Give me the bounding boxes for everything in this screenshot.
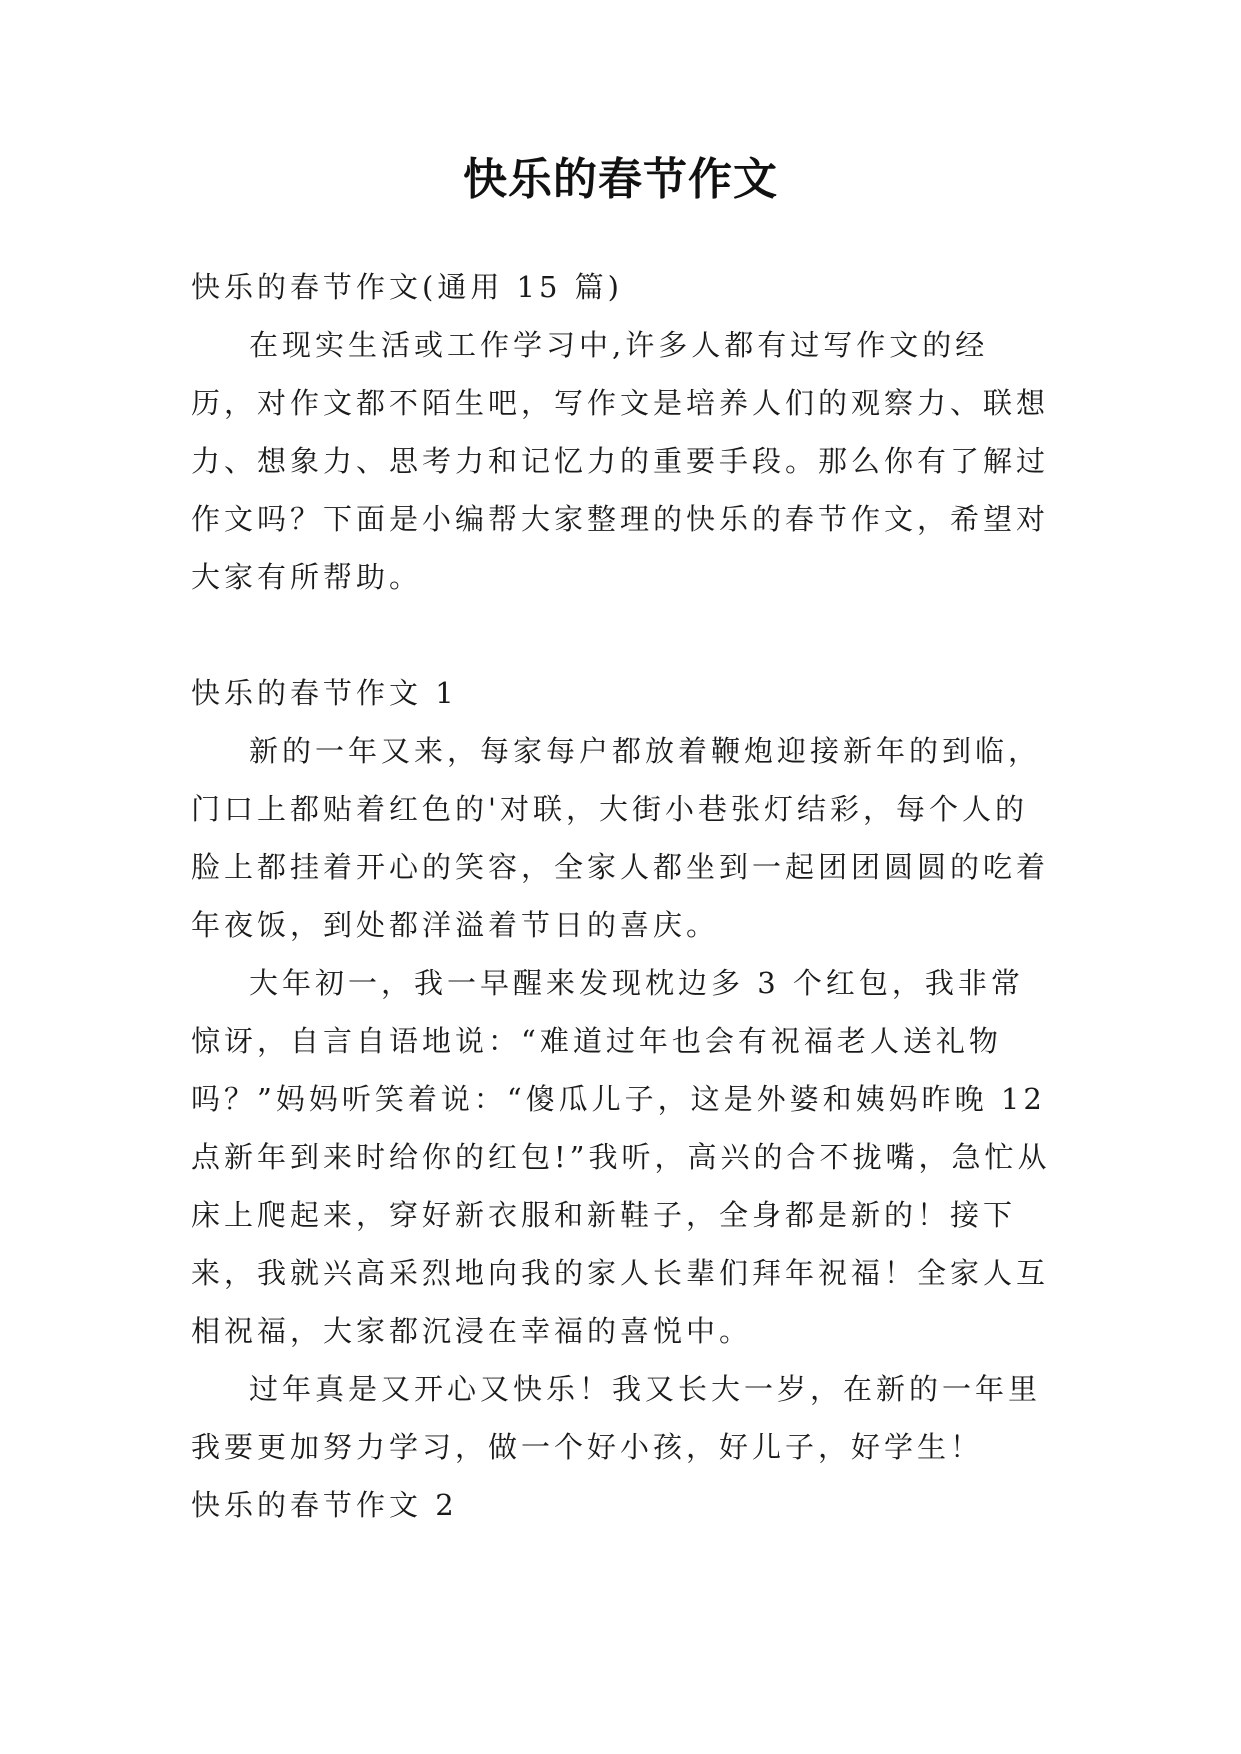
essay-1-heading: 快乐的春节作文 1 [191,676,458,710]
essay-1-paragraph-3: 过年真是又开心又快乐！我又长大一岁，在新的一年里我要更加努力学习，做一个好小孩，好儿子，好学生！ [191,1372,1042,1464]
essay-1-paragraph-1: 新的一年又来，每家每户都放着鞭炮迎接新年的到临，门口上都贴着红色的'对联，大街小巷张灯结彩，每个人的脸上都挂着开心的笑容，全家人都坐到一起团团圆圆的吃着年夜饭，到处都洋溢着节日的喜庆。 [191,734,1050,942]
essay-2-heading: 快乐的春节作文 2 [191,1488,458,1522]
document-body [191,258,1053,1534]
section-spacer [191,606,1053,664]
subtitle: 快乐的春节作文(通用 15 篇) [191,270,623,304]
document-title: 快乐的春节作文 [463,154,778,205]
essay-1-paragraph-2: 大年初一，我一早醒来发现枕边多 3 个红包，我非常惊讶，自言自语地说：“难道过年也会有祝福老人送礼物吗？”妈妈听笑着说：“傻瓜儿子，这是外婆和姨妈昨晚 12 点新年到来时给你的红包!”我听，高兴的合不拢嘴，急忙从床上爬起来，穿好新衣服和新鞋子，全身都是新的！接下来，我就兴高采烈地向我的家人长辈们拜年祝福！全家人互相祝福，大家都沉浸在幸福的喜悦中。 [191,966,1051,1348]
intro-paragraph: 在现实生活或工作学习中,许多人都有过写作文的经历，对作文都不陌生吧，写作文是培养人们的观察力、联想力、想象力、思考力和记忆力的重要手段。那么你有了解过作文吗？下面是小编帮大家整理的快乐的春节作文，希望对大家有所帮助。 [191,328,1050,594]
